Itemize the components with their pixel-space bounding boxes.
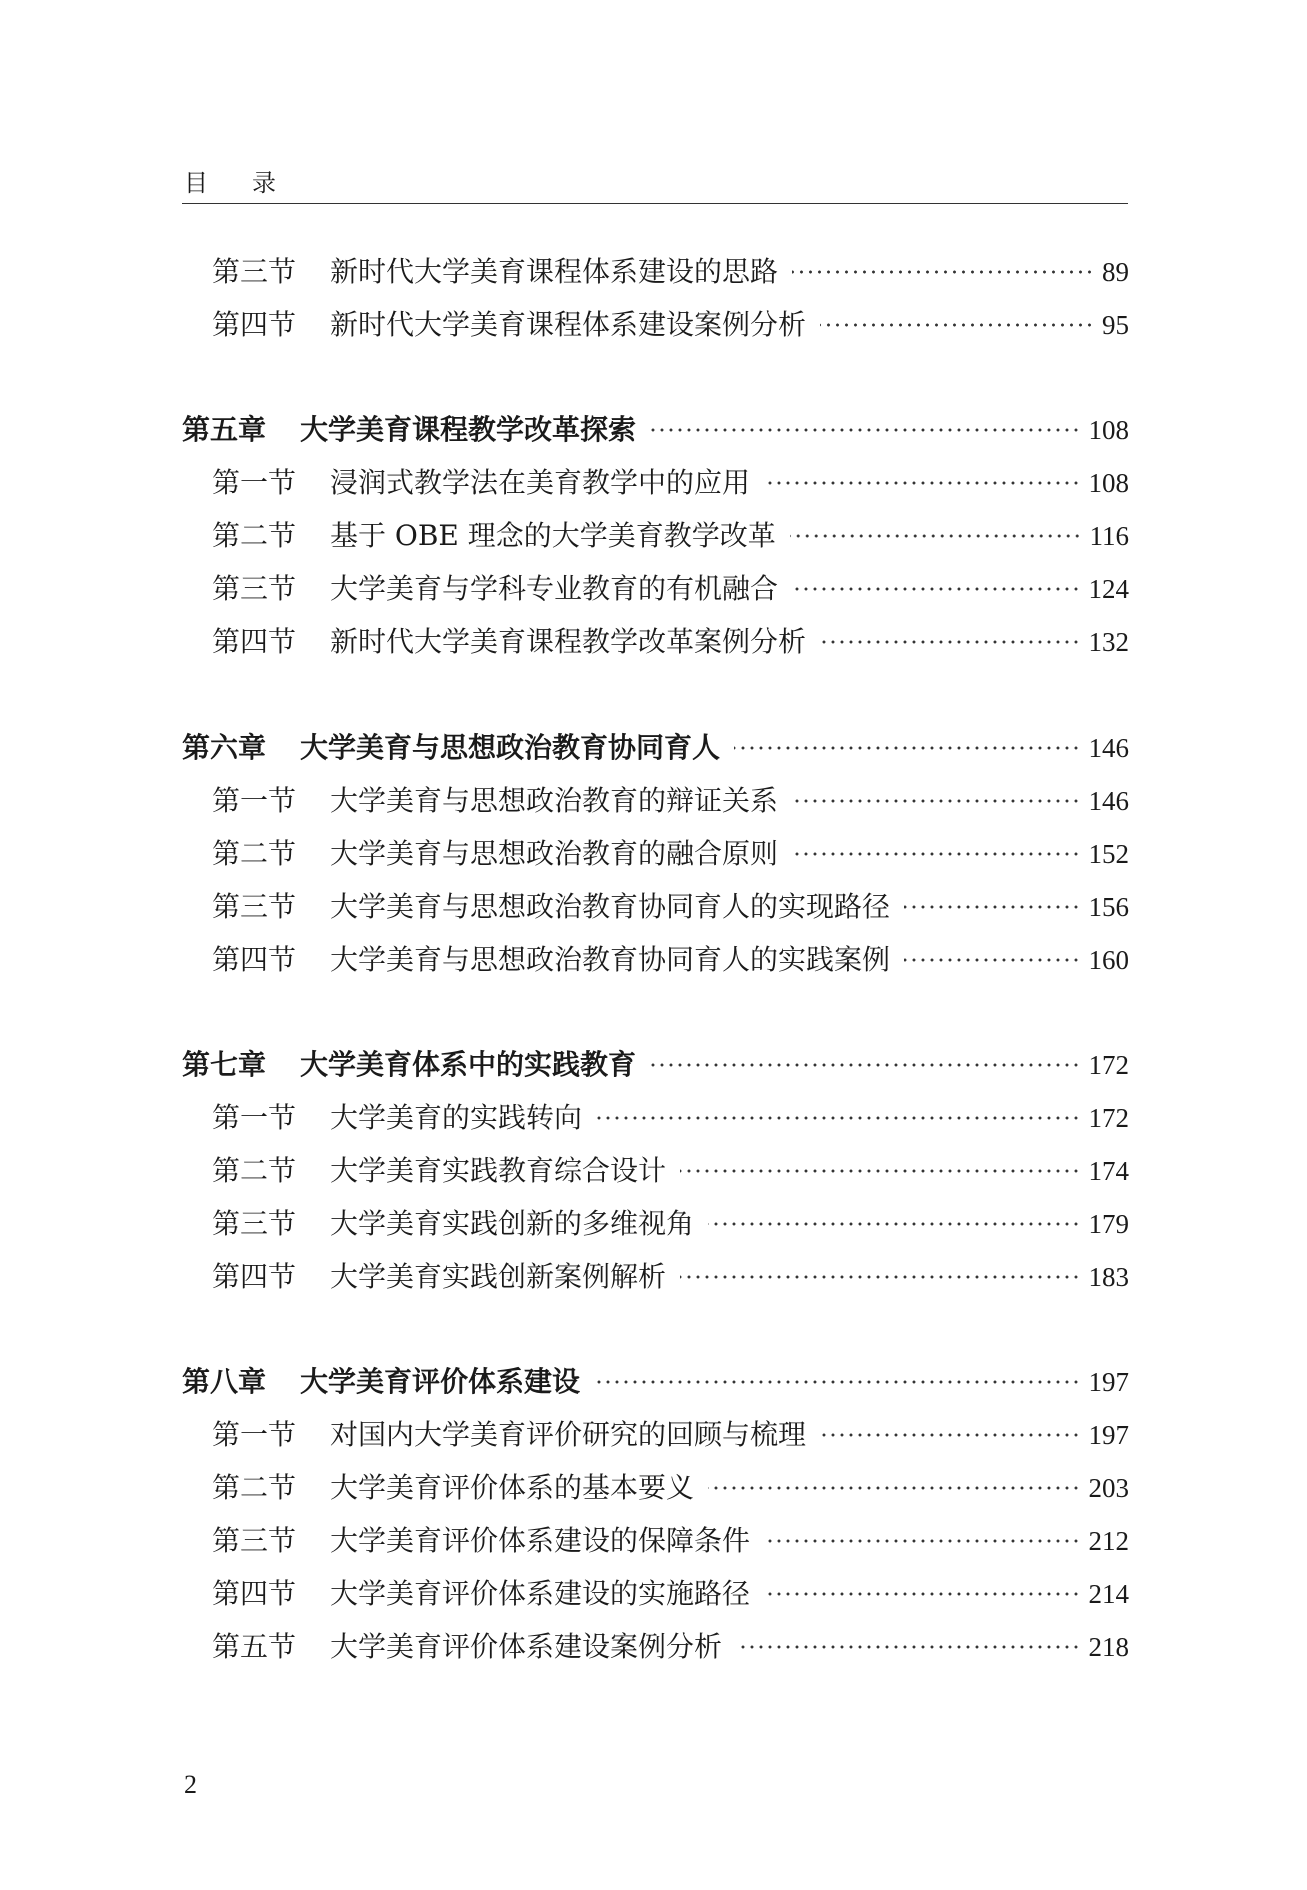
toc-entry-title: 大学美育实践教育综合设计 — [330, 1154, 667, 1187]
toc-entry-number: 第三节 — [212, 1207, 297, 1240]
toc-entry-number: 第一节 — [212, 784, 297, 817]
toc-entry-title: 大学美育评价体系建设案例分析 — [330, 1630, 723, 1663]
toc-entry-number: 第三节 — [212, 255, 297, 288]
dot-leader — [904, 902, 1080, 912]
dot-leader — [792, 267, 1094, 277]
toc-entry-title: 大学美育体系中的实践教育 — [300, 1048, 637, 1081]
toc-entry-number: 第七章 — [182, 1048, 267, 1081]
dot-leader — [594, 1377, 1080, 1387]
toc-entry-page: 146 — [1088, 733, 1129, 763]
toc-entry-number: 第四节 — [212, 308, 297, 341]
dot-leader — [708, 1219, 1080, 1229]
toc-entry-page: 197 — [1088, 1367, 1129, 1397]
toc-entry-title: 大学美育与思想政治教育的融合原则 — [330, 837, 779, 870]
dot-leader — [764, 478, 1080, 488]
toc-entry-number: 第五章 — [182, 413, 267, 446]
toc-entry-page: 116 — [1089, 521, 1129, 551]
running-header-right: 录 — [252, 169, 276, 197]
dot-leader — [680, 1166, 1080, 1176]
toc-entry-page: 183 — [1088, 1262, 1129, 1292]
toc-section-entry[interactable] — [212, 463, 1129, 503]
toc-section-entry[interactable] — [212, 1098, 1129, 1138]
dot-leader — [734, 743, 1080, 753]
toc-entry-page: 172 — [1088, 1103, 1129, 1133]
toc-entry-page: 218 — [1088, 1632, 1129, 1662]
toc-entry-title: 大学美育实践创新的多维视角 — [330, 1207, 695, 1240]
toc-entry-page: 89 — [1102, 257, 1129, 287]
toc-entry-title: 大学美育与思想政治教育协同育人的实现路径 — [330, 890, 891, 923]
toc-section-entry[interactable] — [212, 569, 1129, 609]
toc-entry-page: 156 — [1088, 892, 1129, 922]
dot-leader — [650, 425, 1080, 435]
header-rule — [182, 203, 1128, 204]
toc-entry-title: 大学美育课程教学改革探索 — [300, 413, 637, 446]
dot-leader — [790, 531, 1082, 541]
toc-entry-number: 第三节 — [212, 890, 297, 923]
dot-leader — [708, 1483, 1080, 1493]
toc-entry-number: 第一节 — [212, 466, 297, 499]
toc-chapter-entry[interactable] — [182, 1045, 1129, 1085]
dot-leader — [904, 955, 1080, 965]
toc-entry-number: 第三节 — [212, 572, 297, 605]
toc-entry-number: 第三节 — [212, 1524, 297, 1557]
dot-leader — [736, 1642, 1080, 1652]
toc-entry-number: 第二节 — [212, 519, 297, 552]
toc-section-entry[interactable] — [212, 781, 1129, 821]
dot-leader — [792, 849, 1080, 859]
dot-leader — [792, 796, 1080, 806]
toc-section-entry[interactable] — [212, 622, 1129, 662]
toc-section-entry[interactable] — [212, 1468, 1129, 1508]
toc-entry-title: 新时代大学美育课程体系建设的思路 — [330, 255, 779, 288]
toc-entry-title: 新时代大学美育课程教学改革案例分析 — [330, 625, 807, 658]
toc-entry-title: 大学美育评价体系的基本要义 — [330, 1471, 695, 1504]
toc-entry-title: 大学美育评价体系建设的实施路径 — [330, 1577, 751, 1610]
toc-entry-page: 124 — [1088, 574, 1129, 604]
toc-entry-page: 108 — [1088, 468, 1129, 498]
toc-entry-title: 大学美育与思想政治教育协同育人的实践案例 — [330, 943, 891, 976]
toc-entry-number: 第四节 — [212, 1260, 297, 1293]
dot-leader — [596, 1113, 1080, 1123]
toc-chapter-entry[interactable] — [182, 728, 1129, 768]
toc-section-entry[interactable] — [212, 1627, 1129, 1667]
dot-leader — [820, 637, 1080, 647]
toc-section-entry[interactable] — [212, 1257, 1129, 1297]
toc-entry-number: 第六章 — [182, 731, 267, 764]
toc-section-entry[interactable] — [212, 1415, 1129, 1455]
toc-section-entry[interactable] — [212, 305, 1129, 345]
toc-entry-title: 对国内大学美育评价研究的回顾与梳理 — [330, 1418, 807, 1451]
toc-entry-number: 第二节 — [212, 1154, 297, 1187]
toc-entry-number: 第四节 — [212, 625, 297, 658]
toc-entry-number: 第一节 — [212, 1101, 297, 1134]
toc-entry-page: 95 — [1102, 310, 1129, 340]
toc-section-entry[interactable] — [212, 1204, 1129, 1244]
toc-entry-title: 浸润式教学法在美育教学中的应用 — [330, 466, 751, 499]
toc-entry-number: 第五节 — [212, 1630, 297, 1663]
toc-chapter-entry[interactable] — [182, 1362, 1129, 1402]
toc-entry-number: 第二节 — [212, 1471, 297, 1504]
running-header-left: 目 — [184, 169, 208, 197]
toc-entry-title: 大学美育与思想政治教育的辩证关系 — [330, 784, 779, 817]
toc-chapter-entry[interactable] — [182, 410, 1129, 450]
toc-entry-title: 新时代大学美育课程体系建设案例分析 — [330, 308, 807, 341]
dot-leader — [650, 1060, 1080, 1070]
toc-entry-page: 174 — [1088, 1156, 1129, 1186]
running-header — [184, 163, 276, 198]
toc-entry-number: 第八章 — [182, 1365, 267, 1398]
toc-entry-page: 212 — [1088, 1526, 1129, 1556]
toc-entry-page: 108 — [1088, 415, 1129, 445]
toc-entry-page: 172 — [1088, 1050, 1129, 1080]
toc-entry-page: 203 — [1088, 1473, 1129, 1503]
toc-entry-number: 第二节 — [212, 837, 297, 870]
toc-entry-page: 197 — [1088, 1420, 1129, 1450]
toc-entry-page: 214 — [1088, 1579, 1129, 1609]
toc-entry-title: 大学美育评价体系建设 — [300, 1365, 581, 1398]
toc-entry-number: 第四节 — [212, 943, 297, 976]
page-number: 2 — [184, 1770, 197, 1799]
toc-section-entry[interactable] — [212, 940, 1129, 980]
toc-section-entry[interactable] — [212, 834, 1129, 874]
dot-leader — [792, 584, 1080, 594]
dot-leader — [680, 1272, 1080, 1282]
toc-entry-title: 大学美育与思想政治教育协同育人 — [300, 731, 721, 764]
toc-section-entry[interactable] — [212, 1151, 1129, 1191]
toc-section-entry[interactable] — [212, 1574, 1129, 1614]
dot-leader — [820, 320, 1094, 330]
toc-entry-page: 152 — [1088, 839, 1129, 869]
toc-entry-number: 第一节 — [212, 1418, 297, 1451]
dot-leader — [764, 1536, 1080, 1546]
toc-section-entry[interactable] — [212, 252, 1129, 292]
toc-entry-title: 大学美育的实践转向 — [330, 1101, 583, 1134]
toc-entry-page: 132 — [1088, 627, 1129, 657]
dot-leader — [820, 1430, 1080, 1440]
toc-section-entry[interactable] — [212, 516, 1129, 556]
toc-entry-page: 160 — [1088, 945, 1129, 975]
dot-leader — [764, 1589, 1080, 1599]
toc-section-entry[interactable] — [212, 887, 1129, 927]
toc-entry-title: 大学美育与学科专业教育的有机融合 — [330, 572, 779, 605]
toc-entry-title: 大学美育实践创新案例解析 — [330, 1260, 667, 1293]
toc-entry-page: 179 — [1088, 1209, 1129, 1239]
toc-entry-title: 大学美育评价体系建设的保障条件 — [330, 1524, 751, 1557]
toc-entry-page: 146 — [1088, 786, 1129, 816]
toc-section-entry[interactable] — [212, 1521, 1129, 1561]
toc-entry-title: 基于 OBE 理念的大学美育教学改革 — [330, 519, 776, 552]
toc-entry-number: 第四节 — [212, 1577, 297, 1610]
